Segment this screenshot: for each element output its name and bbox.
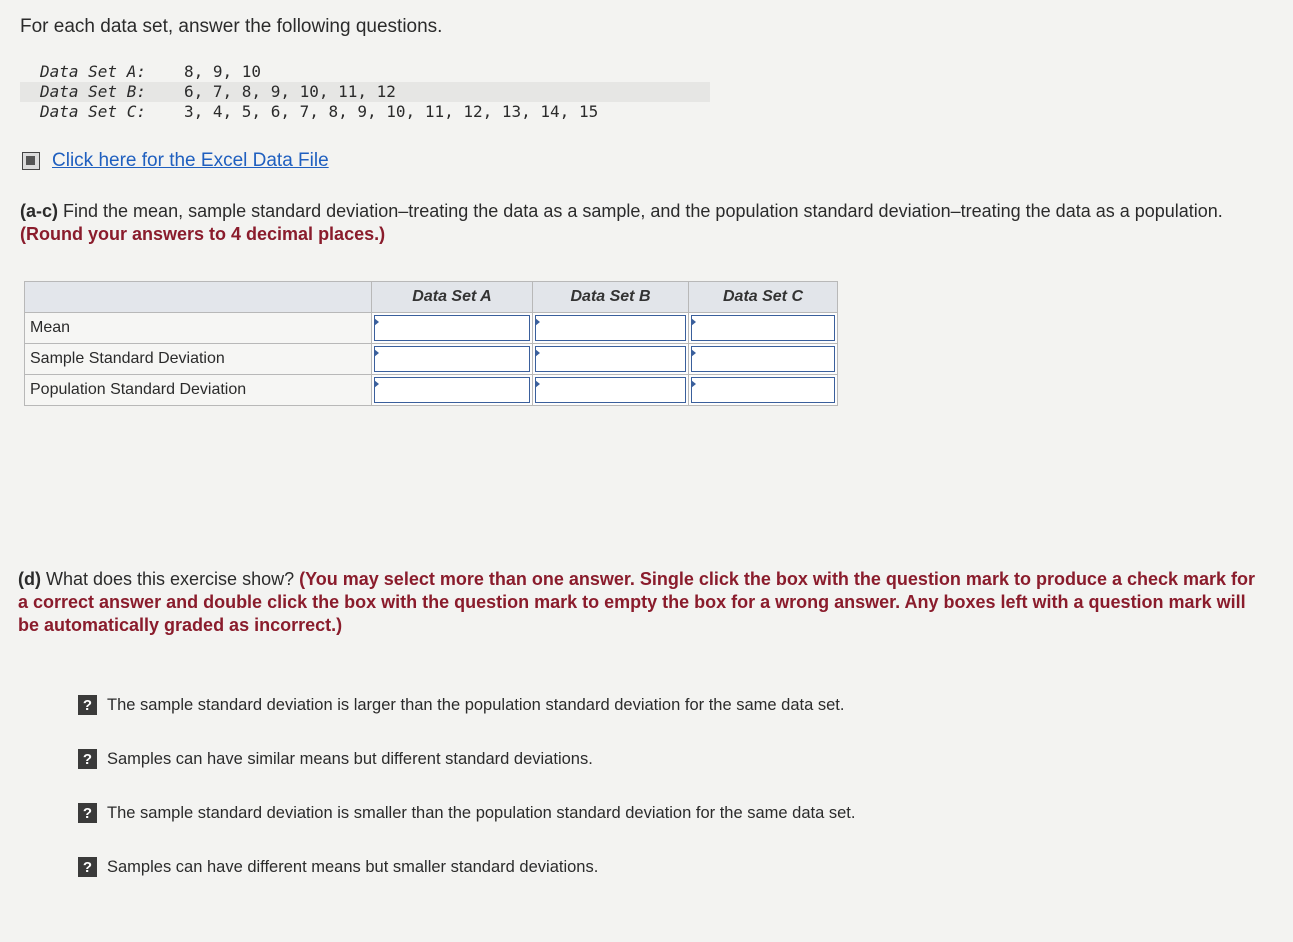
data-set-c-row [20, 102, 710, 122]
question-prefix: (a-c) [20, 201, 59, 221]
mean-a-cell [372, 313, 533, 344]
population-sd-c-input[interactable] [691, 377, 835, 403]
population-sd-b-input[interactable] [535, 377, 686, 403]
option-1[interactable] [78, 693, 855, 717]
option-3[interactable] [78, 801, 855, 825]
question-mark-checkbox[interactable]: ? [78, 695, 97, 715]
question-text: Find the mean, sample standard deviation–treating the data as a sample, and the population standard deviation–treating the data as a population. [58, 201, 1223, 221]
sample-sd-b-cell [533, 344, 689, 375]
data-sets-block [20, 62, 710, 122]
question-mark-checkbox[interactable]: ? [78, 749, 97, 769]
table-row-mean [25, 313, 838, 344]
question-mark-checkbox[interactable]: ? [78, 803, 97, 823]
header-data-set-b: Data Set B [533, 282, 689, 313]
option-text: Samples can have similar means but different standard deviations. [107, 749, 593, 768]
option-text: The sample standard deviation is larger than the population standard deviation for the same data set. [107, 695, 845, 714]
population-sd-a-cell [372, 375, 533, 406]
option-4[interactable] [78, 855, 855, 879]
data-set-b-row [20, 82, 710, 102]
mean-b-cell [533, 313, 689, 344]
answer-options [78, 693, 855, 909]
sample-sd-c-cell [689, 344, 838, 375]
option-2[interactable] [78, 747, 855, 771]
population-sd-c-cell [689, 375, 838, 406]
population-sd-b-cell [533, 375, 689, 406]
excel-data-file-link[interactable] [22, 150, 329, 172]
data-set-values: 6, 7, 8, 9, 10, 11, 12 [184, 82, 396, 101]
header-data-set-c: Data Set C [689, 282, 838, 313]
row-label-mean: Mean [25, 313, 372, 344]
sample-sd-a-input[interactable] [374, 346, 530, 372]
option-text: Samples can have different means but smaller standard deviations. [107, 857, 599, 876]
question-prefix: (d) [18, 569, 41, 589]
sample-sd-a-cell [372, 344, 533, 375]
row-label-population-sd: Population Standard Deviation [25, 375, 372, 406]
excel-link-text[interactable]: Click here for the Excel Data File [52, 150, 329, 171]
header-data-set-a: Data Set A [372, 282, 533, 313]
mean-b-input[interactable] [535, 315, 686, 341]
sample-sd-c-input[interactable] [691, 346, 835, 372]
selection-instruction: (You may select more than one answer. Single click the box with the question mark to produce a check mark for a correct answer and double click the box with the question mark to empty the box for a wrong answer. Any boxes left with a question mark will be automatically graded as incorrect.) [18, 569, 1256, 635]
mean-c-cell [689, 313, 838, 344]
table-row-sample-sd [25, 344, 838, 375]
question-a-c [20, 200, 1270, 246]
header-corner [25, 282, 372, 313]
question-mark-checkbox[interactable]: ? [78, 857, 97, 877]
table-header-row [25, 282, 838, 313]
mean-a-input[interactable] [374, 315, 530, 341]
data-set-values: 3, 4, 5, 6, 7, 8, 9, 10, 11, 12, 13, 14, 15 [184, 102, 599, 121]
sample-sd-b-input[interactable] [535, 346, 686, 372]
instructions-heading: For each data set, answer the following questions. [20, 16, 443, 37]
row-label-sample-sd: Sample Standard Deviation [25, 344, 372, 375]
data-set-a-row [20, 62, 710, 82]
mean-c-input[interactable] [691, 315, 835, 341]
data-set-label: Data Set C: [40, 102, 146, 121]
option-text: The sample standard deviation is smaller than the population standard deviation for the same data set. [107, 803, 856, 822]
answer-table [24, 281, 838, 406]
question-d [18, 568, 1268, 637]
data-set-label: Data Set A: [40, 62, 146, 81]
question-text: What does this exercise show? [40, 569, 300, 589]
table-row-population-sd [25, 375, 838, 406]
spreadsheet-icon [22, 152, 40, 170]
data-set-values: 8, 9, 10 [184, 62, 262, 81]
population-sd-a-input[interactable] [374, 377, 530, 403]
data-set-label: Data Set B: [40, 82, 146, 101]
rounding-instruction: (Round your answers to 4 decimal places.) [20, 224, 386, 244]
